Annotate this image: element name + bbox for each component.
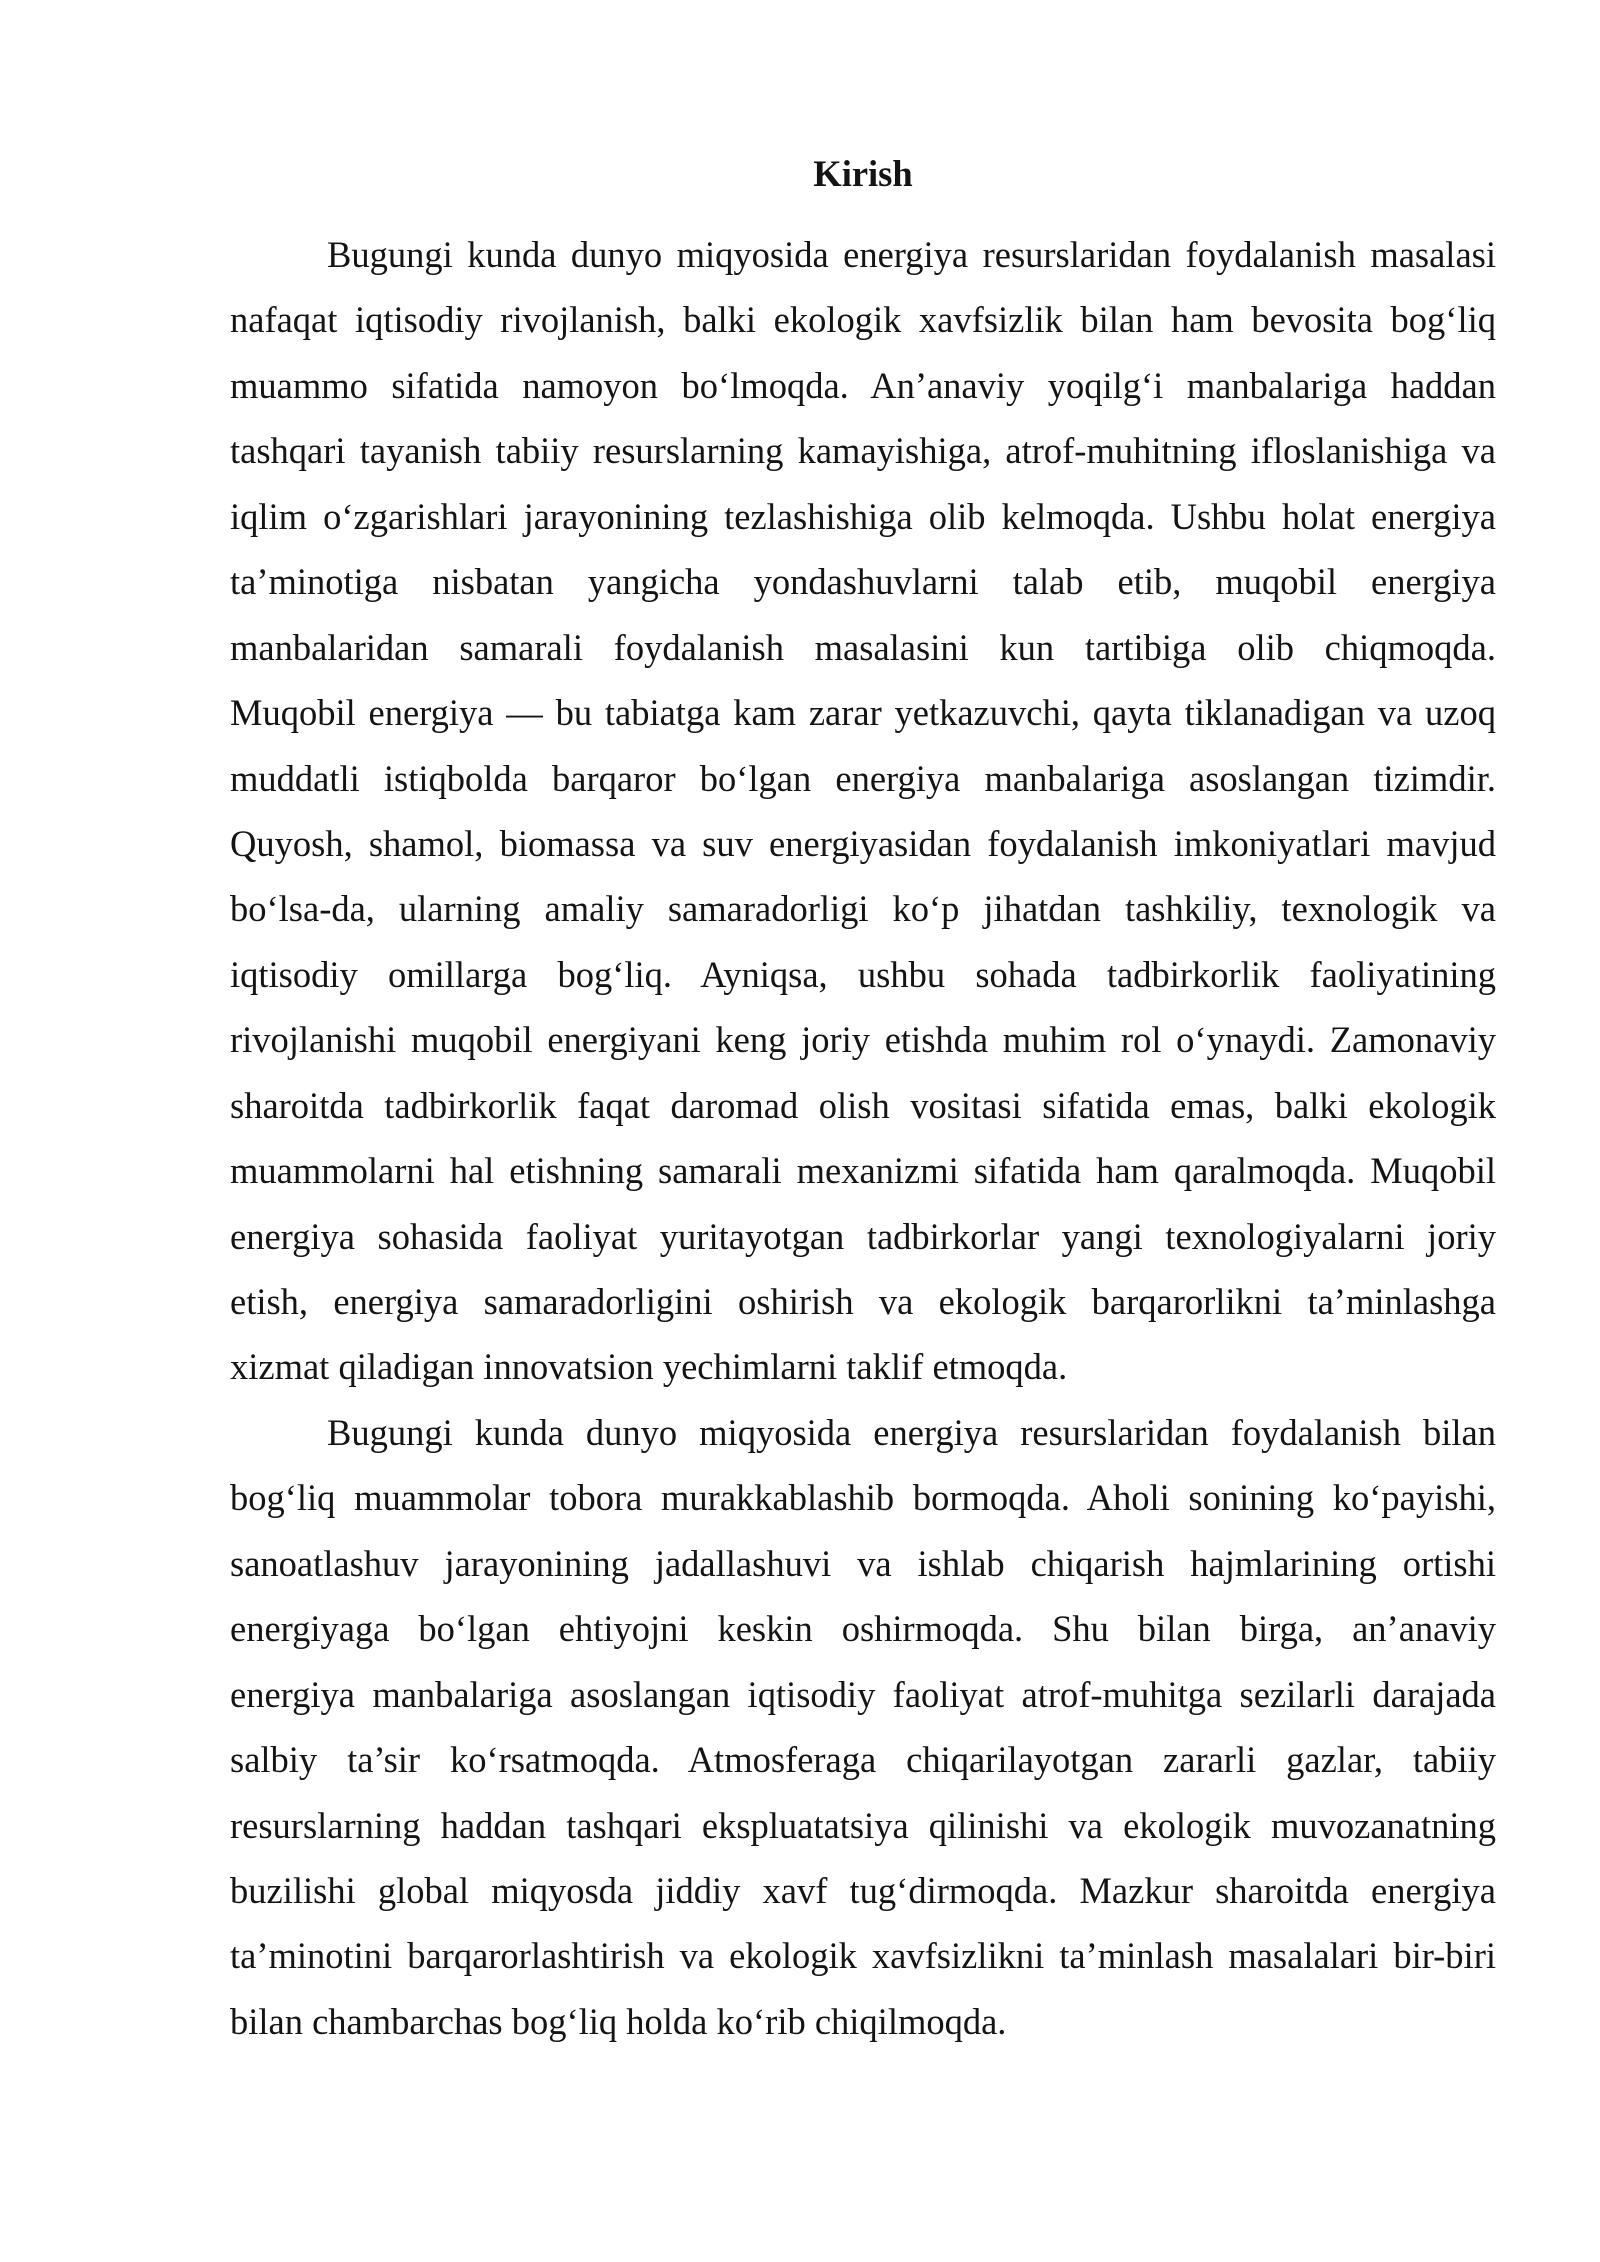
text-line: etish, energiya samaradorligini oshirish va ekologik barqarorlikni ta’minlashga — [230, 1281, 1496, 1322]
text-line: Bugungi kunda dunyo miqyosida energiya resurslaridan foydalanish masalasi — [327, 234, 1496, 275]
text-line: bo‘lsa-da, ularning amaliy samaradorligi ko‘p jihatdan tashkiliy, texnologik va — [230, 888, 1496, 930]
paragraph-2 — [230, 1400, 1496, 2054]
text-line: manbalaridan samarali foydalanish masalasini kun tartibiga olib chiqmoqda. — [230, 626, 1496, 668]
text-line: energiyaga bo‘lgan ehtiyojni keskin oshirmoqda. Shu bilan birga, an’anaviy — [230, 1608, 1496, 1650]
text-line: energiya sohasida faoliyat yuritayotgan tadbirkorlar yangi texnologiyalarni joriy — [230, 1215, 1496, 1257]
text-line: rivojlanishi muqobil energiyani keng joriy etishda muhim rol o‘ynaydi. Zamonaviy — [230, 1019, 1496, 1061]
text-line: Bugungi kunda dunyo miqyosida energiya resurslaridan foydalanish bilan — [327, 1411, 1496, 1453]
page-title: Kirish — [813, 153, 913, 194]
text-line: bilan chambarchas bog‘liq holda ko‘rib chiqilmoqda. — [230, 2000, 1007, 2042]
text-line: iqtisodiy omillarga bog‘liq. Ayniqsa, ushbu sohada tadbirkorlik faoliyatining — [230, 953, 1496, 995]
text-line: Quyosh, shamol, biomassa va suv energiyasidan foydalanish imkoniyatlari mavjud — [230, 822, 1496, 864]
text-line: bog‘liq muammolar tobora murakkablashib bormoqda. Aholi sonining ko‘payishi, — [230, 1477, 1496, 1519]
text-line: resurslarning haddan tashqari ekspluatatsiya qilinishi va ekologik muvozanatning — [230, 1804, 1496, 1846]
paragraph-1 — [230, 222, 1496, 1400]
text-line: energiya manbalariga asoslangan iqtisodiy faoliyat atrof-muhitga sezilarli darajada — [230, 1673, 1496, 1715]
text-line: nafaqat iqtisodiy rivojlanish, balki ekologik xavfsizlik bilan ham bevosita bog‘liq — [230, 299, 1496, 341]
text-line: muammolarni hal etishning samarali mexanizmi sifatida ham qaralmoqda. Muqobil — [230, 1150, 1496, 1192]
text-line: sharoitda tadbirkorlik faqat daromad olish vositasi sifatida emas, balki ekologik — [230, 1084, 1496, 1126]
text-line: ta’minotiga nisbatan yangicha yondashuvlarni talab etib, muqobil energiya — [230, 561, 1496, 603]
document-body — [230, 222, 1496, 2054]
text-line: xizmat qiladigan innovatsion yechimlarni taklif etmoqda. — [230, 1346, 1068, 1388]
text-line: muddatli istiqbolda barqaror bo‘lgan energiya manbalariga asoslangan tizimdir. — [230, 757, 1496, 799]
text-line: sanoatlashuv jarayonining jadallashuvi va ishlab chiqarish hajmlarining ortishi — [230, 1542, 1496, 1584]
text-line: Muqobil energiya — bu tabiatga kam zarar yetkazuvchi, qayta tiklanadigan va uzoq — [230, 692, 1496, 734]
text-line: iqlim o‘zgarishlari jarayonining tezlashishiga olib kelmoqda. Ushbu holat energiya — [230, 495, 1496, 537]
text-line: salbiy ta’sir ko‘rsatmoqda. Atmosferaga chiqarilayotgan zararli gazlar, tabiiy — [230, 1739, 1496, 1781]
text-line: buzilishi global miqyosda jiddiy xavf tug‘dirmoqda. Mazkur sharoitda energiya — [230, 1869, 1496, 1911]
text-line: ta’minotini barqarorlashtirish va ekologik xavfsizlikni ta’minlash masalalari bir-biri — [230, 1935, 1496, 1977]
text-line: muammo sifatida namoyon bo‘lmoqda. An’anaviy yoqilg‘i manbalariga haddan — [230, 364, 1496, 406]
text-line: tashqari tayanish tabiiy resurslarning kamayishiga, atrof-muhitning ifloslanishiga va — [230, 430, 1496, 472]
